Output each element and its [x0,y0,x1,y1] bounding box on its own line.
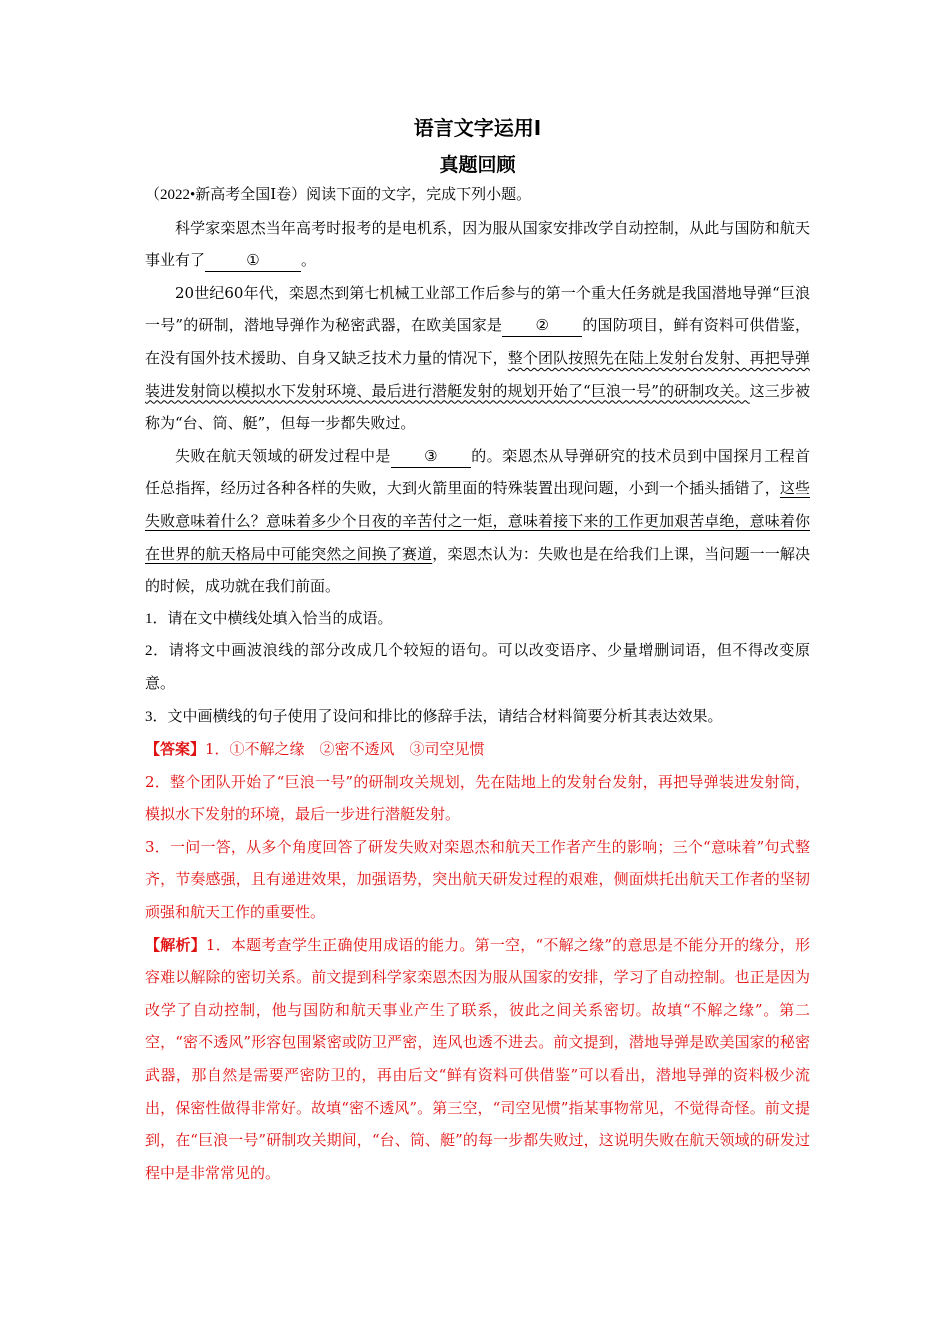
p2-after: 这三步被称为“台、筒、艇”，但每一步都失败过。 [145,381,810,433]
passage-paragraph-3 [145,440,810,603]
p3-after: ，栾恩杰认为：失败也是在给我们上课，当问题一一解决的时候，成功就在我们前面。 [145,544,810,596]
question-1: 1．请在文中横线处填入恰当的成语。 [145,610,393,627]
blank-2: ② [502,314,582,337]
analysis-label: 【解析】 [145,935,206,954]
analysis-paragraph [145,929,810,1190]
p3-middle: 的。栾恩杰从导弹研究的技术员到中国探月工程首任总指挥，经历过各种各样的失败，大到火箭里面的特殊装置出现问题，小到一个插头插错了， [145,446,810,498]
p1-end: 。 [301,251,317,270]
question-3: 3．文中画横线的句子使用了设问和排比的修辞手法，请结合材料简要分析其表达效果。 [145,708,723,725]
answer-line-2: 2．整个团队开始了“巨浪一号”的研制攻关规划，先在陆地上的发射台发射，再把导弹装进发射筒，模拟水下发射的环境，最后一步进行潜艇发射。 [145,772,810,824]
blank-3: ③ [391,445,471,468]
answer-line-3: 3．一问一答，从多个角度回答了研发失败对栾恩杰和航天工作者产生的影响；三个“意味着”句式整齐，节奏感强，且有递进效果，加强语势，突出航天研发过程的艰难，侧面烘托出航天工作者的坚韧顽强和航天工作的重要性。 [145,837,810,922]
p2-before: 20世纪60年代，栾恩杰到第七机械工业部工作后参与的第一个重大任务就是我国潜地导弹“巨浪一号”的研制，潜地导弹作为秘密武器，在欧美国家是 [145,283,810,335]
passage-paragraph-1 [145,212,810,277]
analysis-text: 1．本题考查学生正确使用成语的能力。第一空，“不解之缘”的意思是不能分开的缘分，形容难以解除的密切关系。前文提到科学家栾恩杰因为服从国家的安排，学习了自动控制。也正是因为改学了自动控制，他与国防和航天事业产生了联系，彼此之间关系密切。故填“不解之缘”。第二空，“密不透风”形容包围紧密或防卫严密，连风也透不进去。前文提到，潜地导弹是欧美国家的秘密武器，那自然是需要严密防卫的，再由后文“鲜有资料可供借鉴”可以看出，潜地导弹的资料极少流出，保密性做得非常好。故填“密不透风”。第三空，“司空见惯”指某事物常见，不觉得奇怪。前文提到，在“巨浪一号”研制攻关期间，“台、筒、艇”的每一步都失败过，这说明失败在航天领域的研发过程中是非常常见的。 [145,935,810,1182]
blank-1: ① [205,249,301,272]
p3-before: 失败在航天领域的研发过程中是 [175,446,391,465]
underlined-sentence: 这些失败意味着什么？意味着多少个日夜的辛苦付之一炬，意味着接下来的工作更加艰苦卓绝，意味着你在世界的航天格局中可能突然之间换了赛道 [145,479,810,563]
p2-middle: 的国防项目，鲜有资料可供借鉴，在没有国外技术援助、自身又缺乏技术力量的情况下， [145,316,810,367]
question-source: （2022•新高考全国Ⅰ卷）阅读下面的文字，完成下列小题。 [145,187,532,203]
page-subtitle: 真题回顾 [439,154,516,176]
passage-paragraph-2 [145,277,810,440]
answer-line-1 [145,733,810,766]
answer-1-text: 1．①不解之缘 ②密不透风 ③司空见惯 [205,740,485,759]
p1-text: 科学家栾恩杰当年高考时报考的是电机系，因为服从国家安排改学自动控制，从此与国防和航天事业有了 [145,218,810,270]
question-2: 2．请将文中画波浪线的部分改成几个较短的语句。可以改变语序、少量增删词语，但不得改变原意。 [145,643,810,692]
document-page [145,110,810,1189]
page-title: 语言文字运用Ⅰ [413,116,542,140]
answer-label: 【答案】 [145,740,206,759]
wavy-underlined-sentence: 整个团队按照先在陆上发射台发射、再把导弹装进发射筒以模拟水下发射环境、最后进行潜艇发射的规划开始了“巨浪一号”的研制攻关。 [145,348,810,400]
